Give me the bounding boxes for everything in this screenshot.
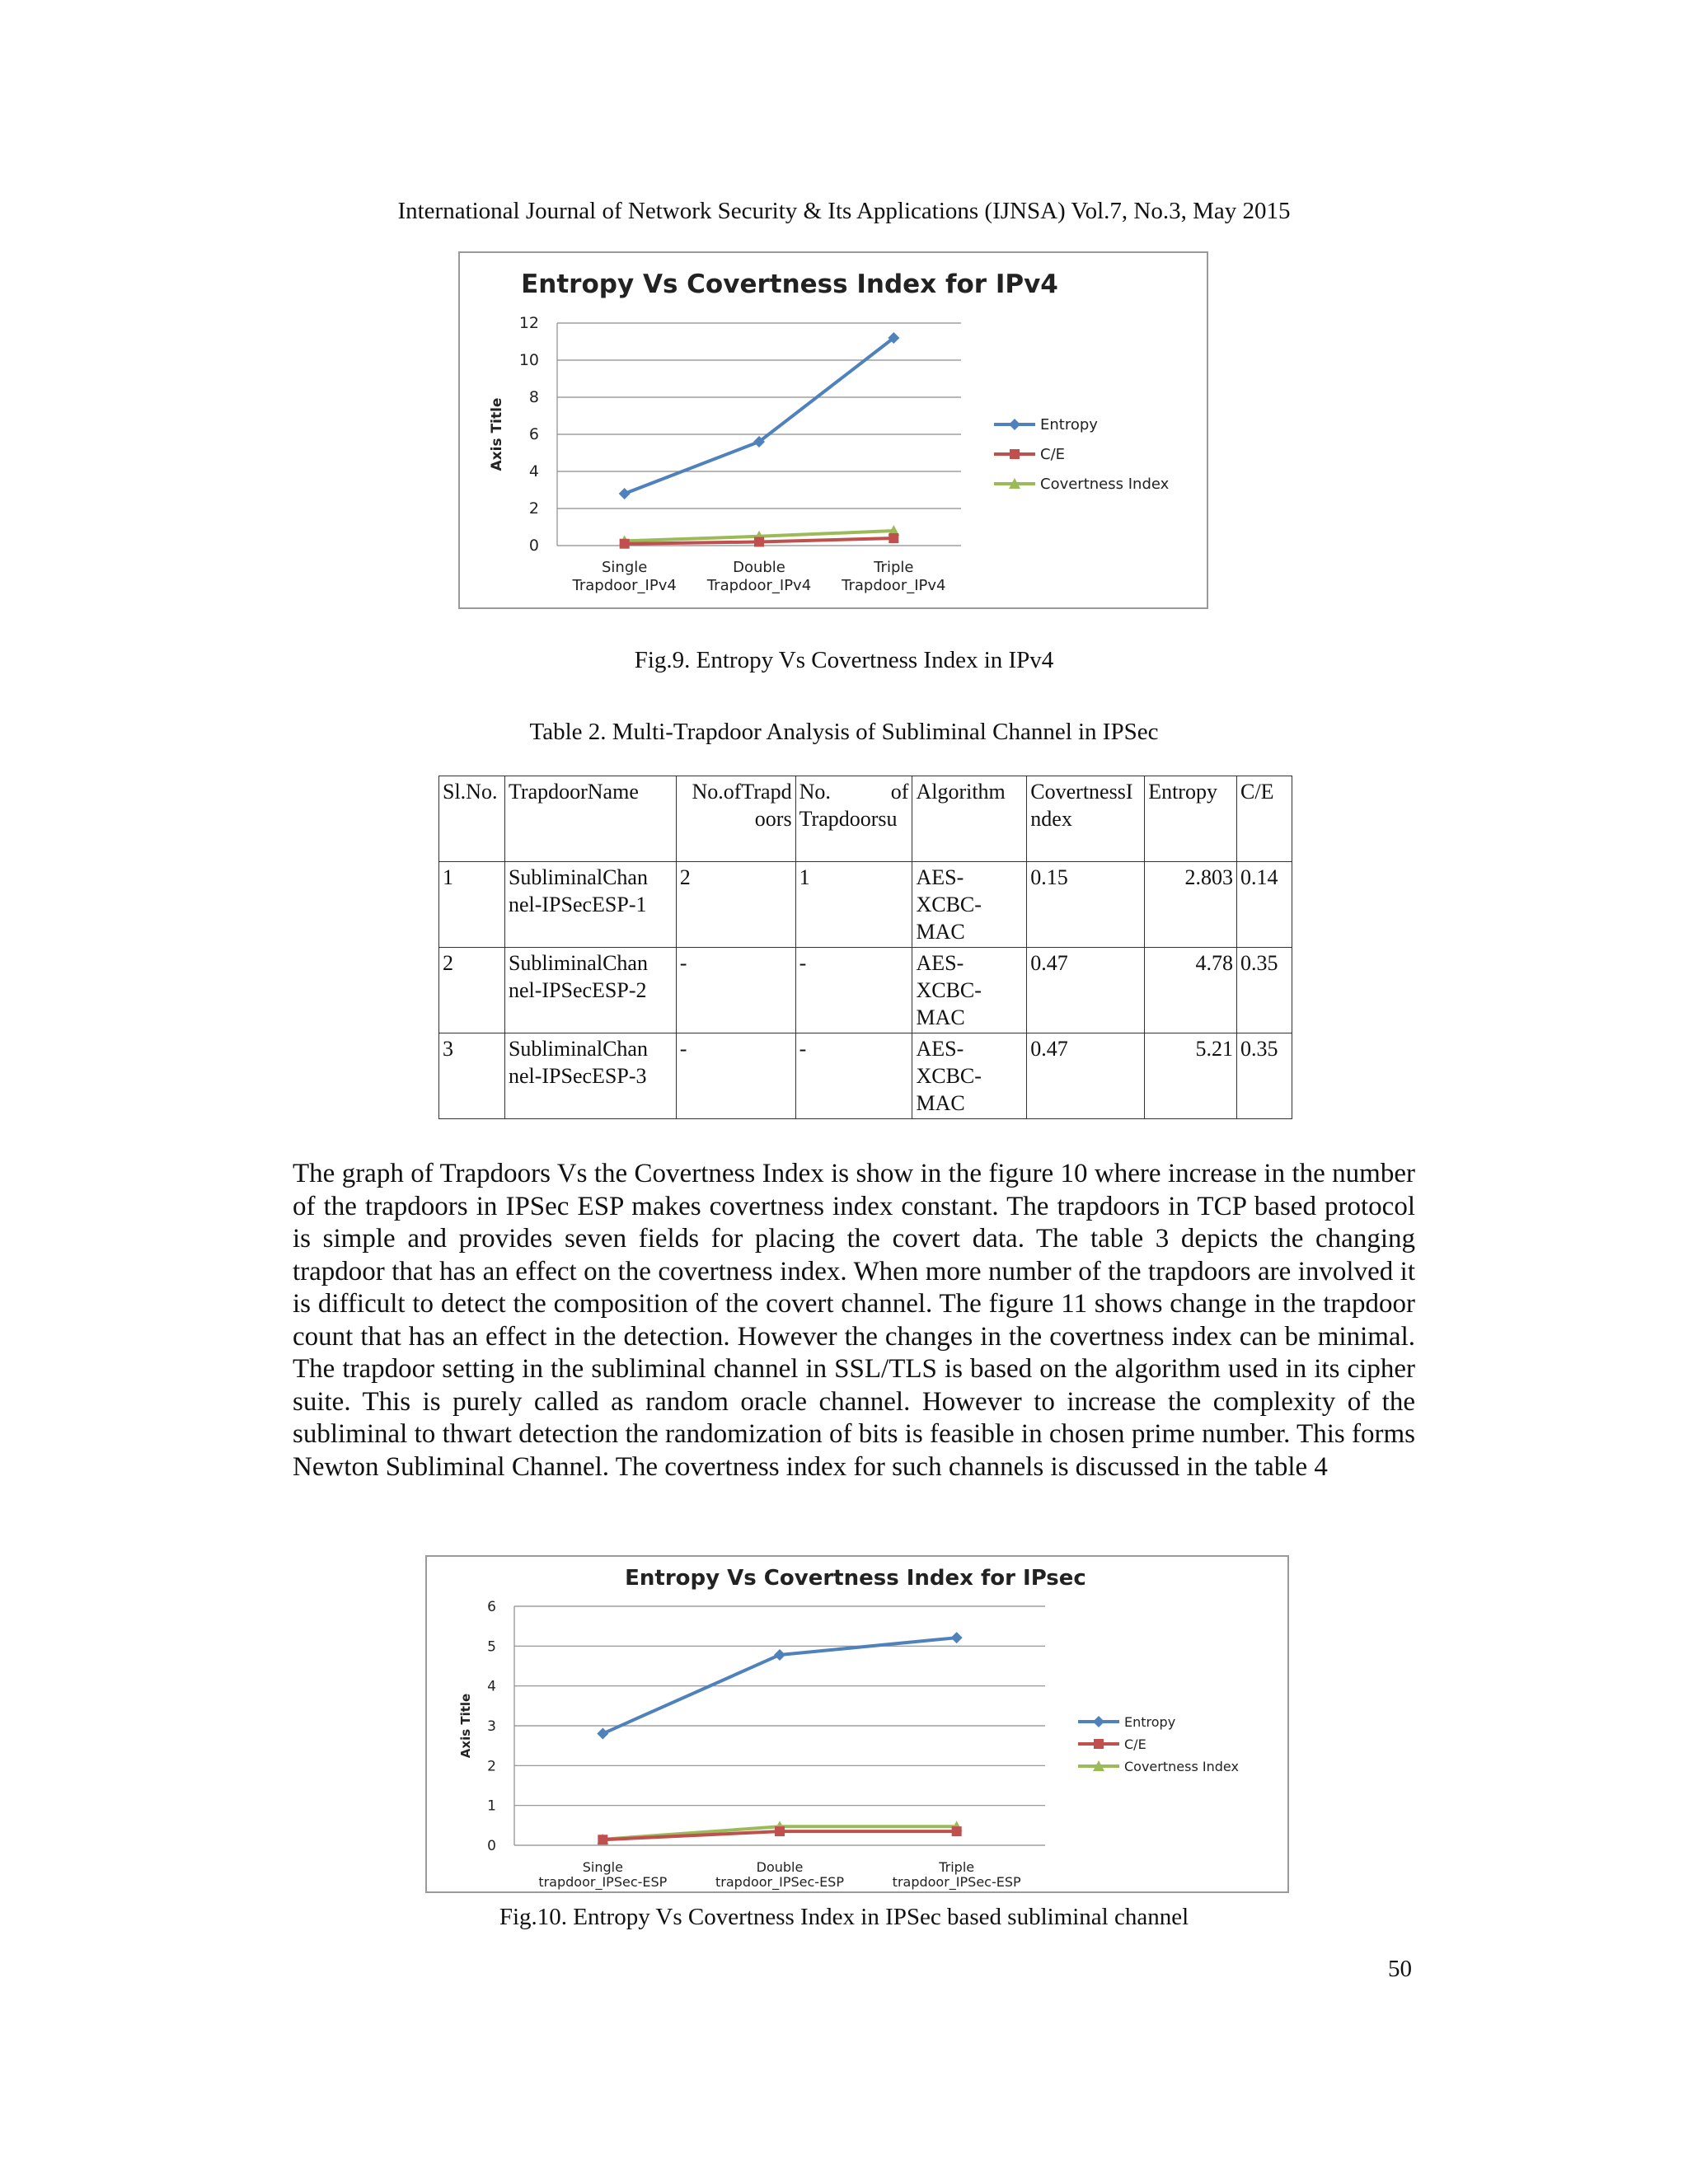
y-tick-label: 1 (487, 1797, 496, 1815)
table-cell: 2 (439, 948, 505, 1033)
table-cell: 4.78 (1145, 948, 1237, 1033)
data-point (952, 1826, 962, 1836)
table-2 (438, 776, 1292, 1119)
x-tick-label: Double (733, 559, 785, 576)
table-cell: AES- XCBC- MAC (912, 862, 1027, 948)
data-point (889, 533, 898, 543)
series-line-entropy (625, 338, 894, 494)
legend-label: Covertness Index (1040, 476, 1170, 493)
body-paragraph: The graph of Trapdoors Vs the Covertness Index is show in the figure 10 where increase in the number of the trapdoors in IPSec ESP makes covertness index constant. The trapdoors in TCP based protocol is simple and provides seven fields for placing the covert data. The table 3 depicts the changing trapdoor that has an effect on the covertness index. When more number of the trapdoors are involved it is difficult to detect the composition of the covert channel. The figure 11 shows change in the trapdoor count that has an effect in the detection. However the changes in the covertness index can be minimal. The trapdoor setting in the subliminal channel in SSL/TLS is based on the algorithm used in its cipher suite. This is purely called as random oracle channel. However to increase the complexity of the subliminal to thwart detection the randomization of bits is feasible in chosen prime number. This forms Newton Subliminal Channel. The covertness index for such channels is discussed in the table 4 (293, 1159, 1415, 1482)
table-row (439, 948, 1292, 1033)
table-header-row (439, 776, 1292, 862)
y-tick-label: 10 (518, 351, 539, 369)
y-axis-title: Axis Title (489, 397, 505, 471)
y-tick-label: 4 (487, 1678, 496, 1695)
x-tick-label: trapdoor_IPSec-ESP (892, 1874, 1021, 1890)
legend-marker (1010, 449, 1020, 459)
legend-label: C/E (1124, 1736, 1146, 1752)
table-cell: 1 (439, 862, 505, 948)
table-cell: 5.21 (1145, 1033, 1237, 1119)
table-cell: SubliminalChan nel-IPSecESP-1 (504, 862, 676, 948)
data-point (598, 1835, 607, 1844)
figure-10-caption: Fig.10. Entropy Vs Covertness Index in IPSec based subliminal channel (499, 1904, 1189, 1930)
x-tick-label: Trapdoor_IPv4 (572, 577, 677, 594)
x-tick-label: Triple (939, 1859, 975, 1875)
data-point (775, 1826, 785, 1836)
table-row (439, 862, 1292, 948)
y-tick-label: 8 (528, 388, 539, 406)
table-cell: AES- XCBC- MAC (912, 1033, 1027, 1119)
table-cell: 0.14 (1237, 862, 1292, 948)
page-number: 50 (1388, 1956, 1412, 1982)
header-cell: No. of Trapdoorsu (795, 776, 912, 862)
header-cell: TrapdoorName (504, 776, 676, 862)
x-tick-label: Trapdoor_IPv4 (706, 577, 812, 594)
x-tick-label: trapdoor_IPSec-ESP (715, 1874, 844, 1890)
y-tick-label: 2 (487, 1758, 496, 1775)
legend-label: C/E (1040, 446, 1066, 463)
y-tick-label: 12 (518, 314, 539, 332)
table-cell: SubliminalChan nel-IPSecESP-2 (504, 948, 676, 1033)
table-cell: - (795, 948, 912, 1033)
x-tick-label: Double (756, 1859, 804, 1875)
header-cell: Sl.No. (439, 776, 505, 862)
table-cell: - (676, 1033, 795, 1119)
chart-title: Entropy Vs Covertness Index for IPsec (625, 1566, 1086, 1591)
data-point (620, 539, 630, 549)
table-cell: SubliminalChan nel-IPSecESP-3 (504, 1033, 676, 1119)
x-tick-label: Trapdoor_IPv4 (842, 577, 946, 594)
y-tick-label: 0 (528, 537, 539, 555)
y-tick-label: 0 (487, 1838, 496, 1854)
x-tick-label: Triple (874, 559, 914, 576)
table-cell: 1 (795, 862, 912, 948)
figure-9-chart (460, 253, 1207, 607)
table-cell: 3 (439, 1033, 505, 1119)
figure-9-chart-frame (458, 251, 1208, 609)
running-header: International Journal of Network Security & Its Applications (IJNSA) Vol.7, No.3, May 2015 (397, 198, 1291, 224)
data-point (754, 537, 764, 547)
table-cell: - (676, 948, 795, 1033)
data-point (597, 1728, 608, 1740)
table-cell: - (795, 1033, 912, 1119)
data-point (774, 1649, 785, 1661)
table-cell: 0.35 (1237, 948, 1292, 1033)
figure-10-chart-frame (425, 1555, 1289, 1893)
y-tick-label: 6 (487, 1599, 496, 1615)
header-cell: Algorithm (912, 776, 1027, 862)
y-axis-title: Axis Title (458, 1693, 473, 1759)
data-point (951, 1632, 963, 1643)
y-tick-label: 5 (487, 1638, 496, 1656)
y-tick-label: 3 (487, 1718, 496, 1735)
table-cell: 2.803 (1145, 862, 1237, 948)
legend-marker (1094, 1739, 1104, 1749)
table-cell: 0.47 (1027, 948, 1145, 1033)
table-cell: 0.47 (1027, 1033, 1145, 1119)
y-tick-label: 6 (528, 425, 539, 443)
header-cell: No.ofTrapd oors (676, 776, 795, 862)
y-tick-label: 2 (528, 499, 539, 518)
table-cell: 2 (676, 862, 795, 948)
legend-marker (1009, 419, 1020, 430)
legend-label: Entropy (1040, 416, 1098, 434)
table-2-title: Table 2. Multi-Trapdoor Analysis of Subliminal Channel in IPSec (529, 719, 1159, 745)
table-cell: 0.15 (1027, 862, 1145, 948)
legend-label: Entropy (1124, 1714, 1176, 1730)
header-cell: CovertnessI ndex (1027, 776, 1145, 862)
x-tick-label: trapdoor_IPSec-ESP (538, 1874, 668, 1890)
legend-marker (1093, 1716, 1104, 1727)
figure-9-caption: Fig.9. Entropy Vs Covertness Index in IPv4 (634, 647, 1054, 673)
chart-title: Entropy Vs Covertness Index for IPv4 (521, 269, 1058, 299)
header-cell: C/E (1237, 776, 1292, 862)
figure-10-chart (427, 1557, 1287, 1891)
header-cell: Entropy (1145, 776, 1237, 862)
table-cell: AES- XCBC- MAC (912, 948, 1027, 1033)
table-cell: 0.35 (1237, 1033, 1292, 1119)
data-point (619, 488, 631, 499)
table-row (439, 1033, 1292, 1119)
legend-label: Covertness Index (1124, 1759, 1239, 1774)
x-tick-label: Single (582, 1859, 623, 1875)
y-tick-label: 4 (528, 462, 539, 480)
x-tick-label: Single (601, 559, 648, 576)
